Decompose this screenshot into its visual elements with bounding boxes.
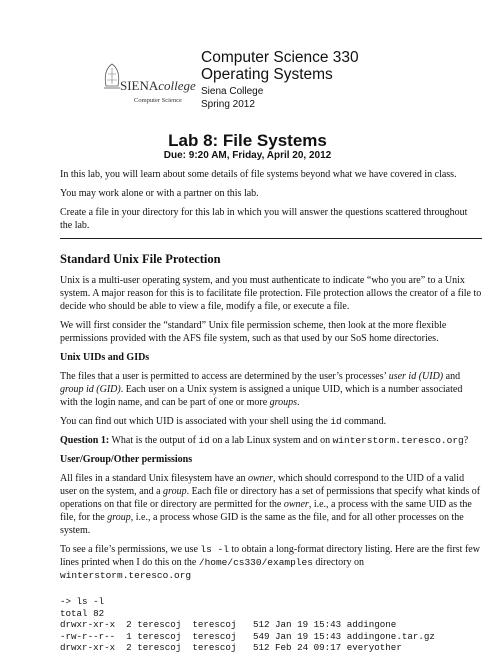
intro-paragraph: Create a file in your directory for this lab in which you will answer the questions scattered throughout the lab. — [60, 207, 468, 231]
school-name: Siena College — [201, 86, 264, 97]
inline-code: /home/cs330/examples — [198, 557, 313, 568]
terminal-line: -rw-r--r-- 1 terescoj terescoj 549 Jan 19 15:43 addingone.tar.gz — [60, 630, 435, 642]
siena-college-logo — [100, 62, 196, 112]
question-1: Question 1: What is the output of id on a lab Linux system and on winterstorm.teresco.org? — [60, 435, 469, 446]
terminal-line: drwxr-xr-x 2 terescoj terescoj 512 Feb 24 09:17 everyother — [60, 642, 402, 653]
body-paragraph: Unix is a multi-user operating system, and you must authenticate to indicate “who you are” to a Unix system. A major reason for this is to facilitate file protection. File protection allows the creator of a file to decide who should be able to view a file, modify a file, or execute a file. — [60, 275, 482, 312]
inline-code: id — [330, 416, 342, 427]
logo-wordmark: SIENAcollege — [120, 78, 196, 93]
due-date: Due: 9:20 AM, Friday, April 20, 2012 — [163, 150, 332, 161]
body-paragraph: We will first consider the “standard” Unix file permission scheme, then look at the more flexible permissions provided with the AFS file system, such as that used by our SoS home directories. — [60, 320, 447, 344]
intro-paragraph: You may work alone or with a partner on this lab. — [60, 188, 259, 199]
inline-code: winterstorm.teresco.org — [332, 435, 464, 446]
document-body — [60, 168, 482, 654]
body-paragraph: All files in a standard Unix filesystem have an owner, which should correspond to the UID of a valid user on the system, and a group. Each file or directory has a set of permissions that specify what kinds of operations on that file or directory are permitted for the owner, i.e., a process with the same UID as the file, for the group, i.e., a process whose GID is the same as the file, and for all other processes on the system. — [60, 473, 481, 536]
course-header — [201, 49, 359, 111]
intro-paragraph: In this lab, you will learn about some details of file systems beyond what we have covered in class. — [60, 169, 457, 180]
course-subject: Operating Systems — [201, 66, 333, 83]
section-heading: Standard Unix File Protection — [60, 252, 221, 266]
subsection-heading: User/Group/Other permissions — [60, 454, 193, 465]
terminal-line: -> ls -l — [60, 596, 105, 607]
inline-code: winterstorm.teresco.org — [60, 570, 192, 581]
inline-code: ls -l — [200, 544, 229, 555]
section-divider — [60, 238, 482, 239]
lab-title: Lab 8: File Systems — [168, 131, 327, 150]
terminal-line: drwxr-xr-x 2 terescoj terescoj 512 Jan 19 15:43 addingone — [60, 619, 397, 630]
terminal-line: total 82 — [60, 607, 105, 619]
term: Spring 2012 — [201, 99, 255, 110]
terminal-output — [60, 596, 482, 654]
subsection-heading: Unix UIDs and GIDs — [60, 352, 150, 363]
logo-department: Computer Science — [134, 97, 182, 104]
body-paragraph: You can find out which UID is associated with your shell using the id command. — [60, 416, 387, 427]
body-paragraph: The files that a user is permitted to access are determined by the user’s processes’ user id (UID) and group id (GID). Each user on a Unix system is assigned a unique UID, which is a number associated with the login name, and can be part of one or more groups. — [60, 371, 463, 408]
course-number: Computer Science 330 — [201, 49, 359, 66]
body-paragraph: To see a file’s permissions, we use ls -l to obtain a long-format directory listing. Here are the first few lines printed when I do this on the /home/cs330/examples directory on winterstorm.teresco.org — [60, 544, 480, 581]
inline-code: id — [198, 435, 210, 446]
